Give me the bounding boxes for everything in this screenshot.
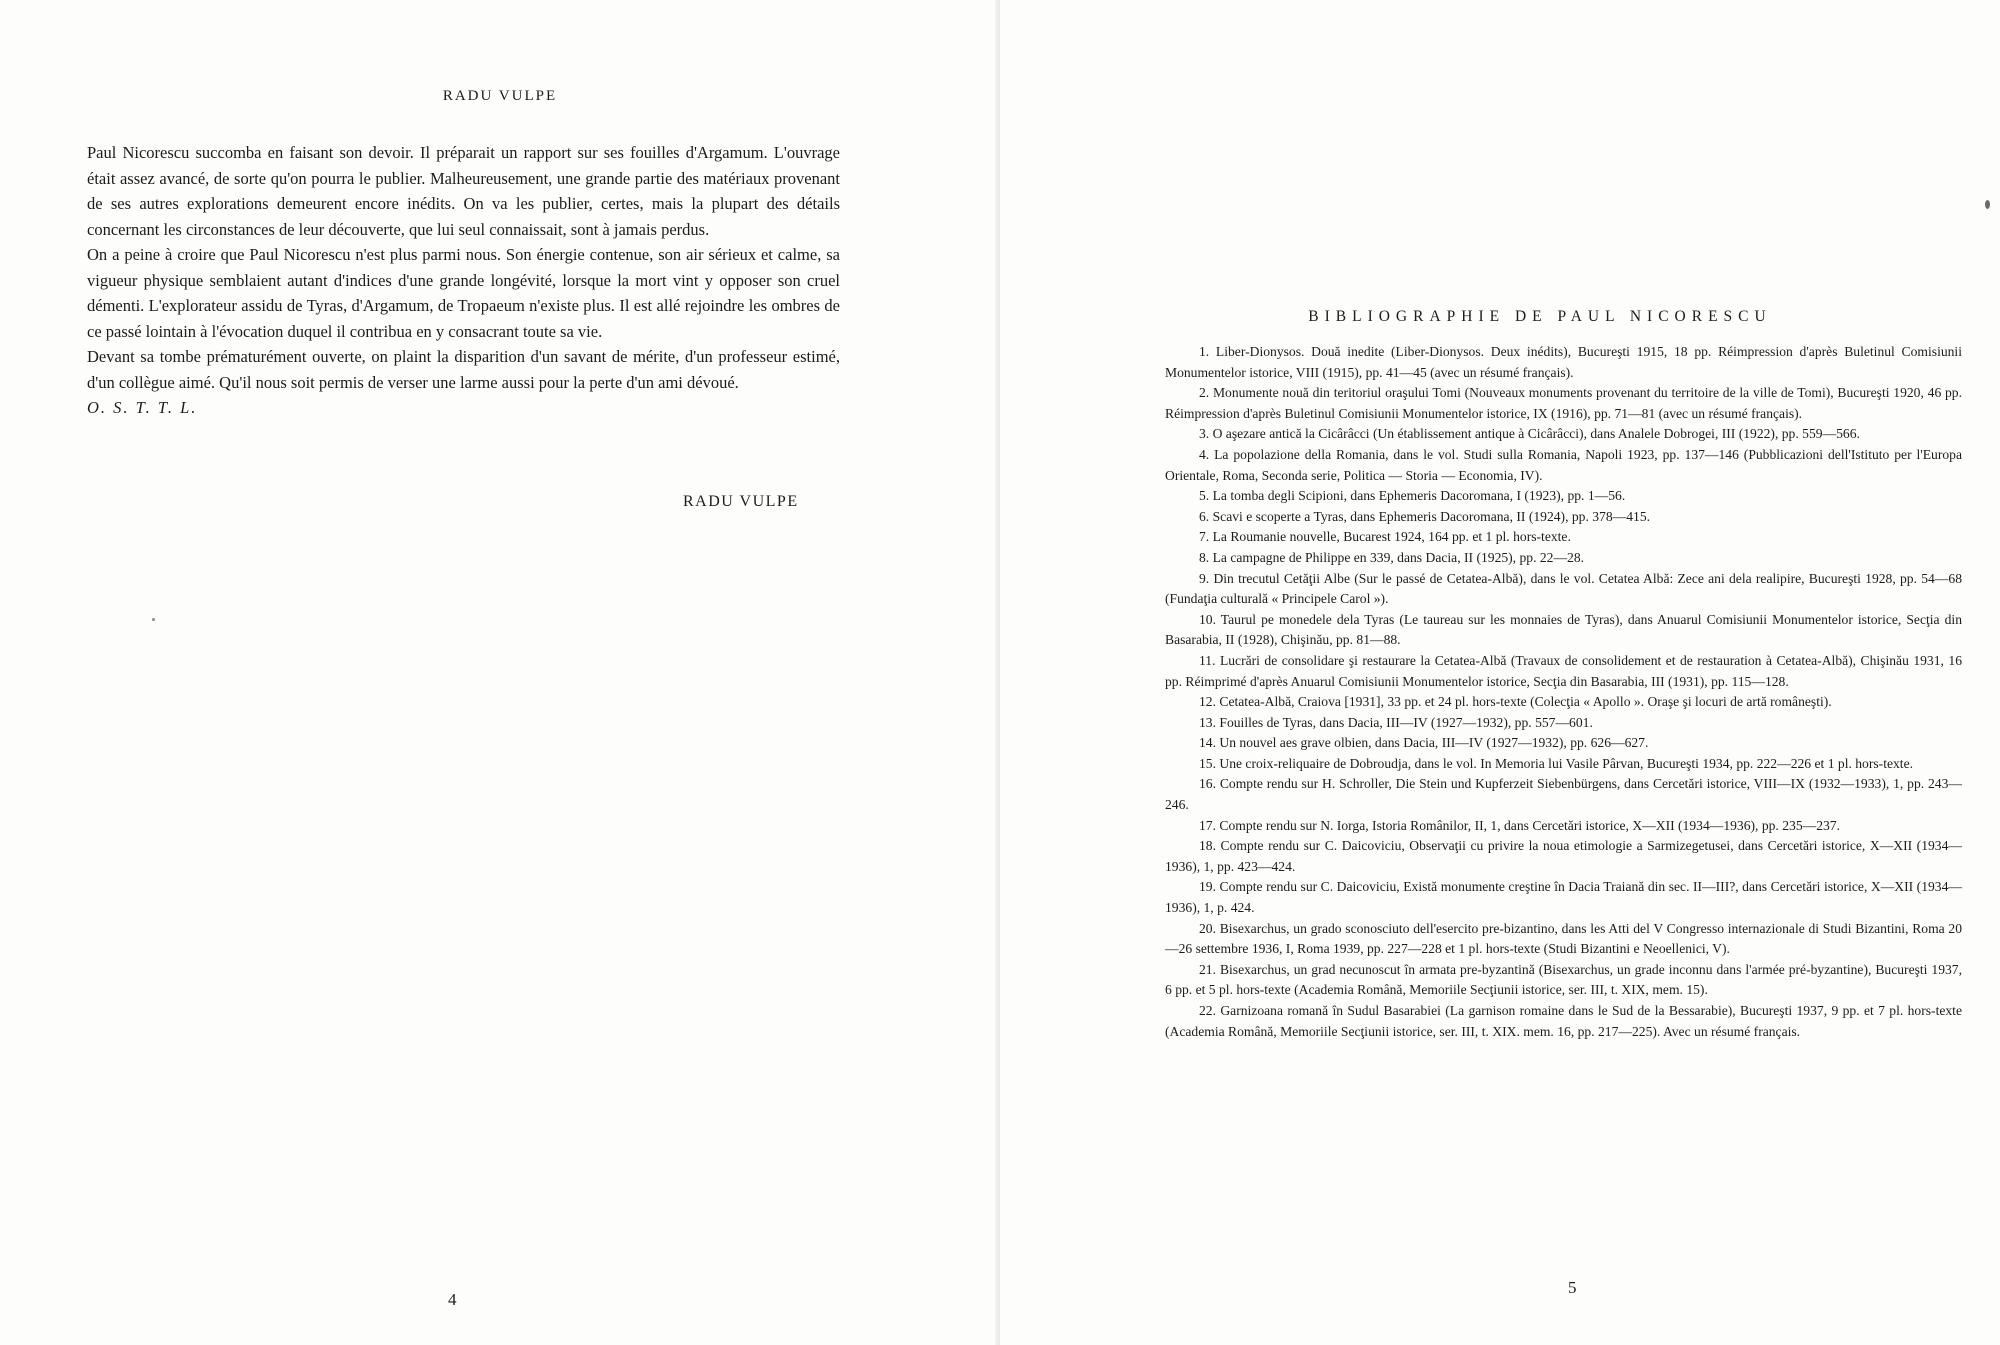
bibliography-entry: 5. La tomba degli Scipioni, dans Ephemeris Dacoromana, I (1923), pp. 1—56.	[1199, 488, 1626, 504]
bibliography-entry: 19. Compte rendu sur C. Daicoviciu, Există monumente creştine în Dacia Traiană din sec. II—III?, dans Cercetări istorice, X—XII (1934—1936), 1, p. 424.	[1165, 879, 1962, 916]
print-speck	[152, 618, 155, 621]
bibliography-entry: 3. O aşezare antică la Cicârâcci (Un établissement antique à Cicârâcci), dans Analele Dobrogei, III (1922), pp. 559—566.	[1199, 426, 1860, 442]
initials: O. S. T. T. L.	[87, 398, 198, 417]
running-head: RADU VULPE	[442, 88, 558, 104]
bibliography-entry: 12. Cetatea-Albă, Craiova [1931], 33 pp. et 24 pl. hors-texte (Colecţia « Apollo ». Oraşe şi locuri de artă româneşti).	[1199, 694, 1832, 710]
print-speck	[1985, 200, 1990, 209]
bibliography-entry: 8. La campagne de Philippe en 339, dans Dacia, II (1925), pp. 22—28.	[1199, 549, 1585, 565]
bibliography-entry: 2. Monumente nouă din teritoriul oraşului Tomi (Nouveaux monuments provenant du territoire de la ville de Tomi), Bucureşti 1920, 46 pp. Réimpression d'après Buletinul Comisiunii Monumentelor istorice, IX (1916), pp. 71—81 (avec un résumé français).	[1165, 385, 1962, 421]
bibliography-entry: 16. Compte rendu sur H. Schroller, Die Stein und Kupferzeit Siebenbürgens, dans Cercetări istorice, VIII—IX (1932—1933), 1, pp. 243—246.	[1165, 776, 1962, 813]
bibliography-entry: 4. La popolazione della Romania, dans le vol. Studi sulla Romania, Napoli 1923, pp. 137—146 (Pubblicazioni dell'Istituto per l'Europa Orientale, Roma, Seconda serie, Politica — Storia — Economia, IV).	[1165, 446, 1962, 483]
right-page	[1000, 0, 2000, 1345]
bibliography-entry: 17. Compte rendu sur N. Iorga, Istoria Românilor, II, 1, dans Cercetări istorice, X—XII (1934—1936), pp. 235—237.	[1199, 817, 1841, 833]
paragraph-3: Devant sa tombe prématurément ouverte, on plaint la disparition d'un savant de mérite, d'un professeur estimé, d'un collègue aimé. Qu'il nous soit permis de verser une larme aussi pour la perte d'un ami dévoué.	[87, 347, 840, 392]
bibliography-entry: 18. Compte rendu sur C. Daicoviciu, Observaţii cu privire la noua etimologie a Sarmizegetusei, dans Cercetări istorice, X—XII (1934—1936), 1, pp. 423—424.	[1165, 838, 1962, 874]
bibliography-entry: 21. Bisexarchus, un grad necunoscut în armata pre-byzantină (Bisexarchus, un grade inconnu dans l'armée pré-byzantine), Bucureşti 1937, 6 pp. et 5 pl. hors-texte (Academia Română, Memoriile Secţiunii istorice, ser. III, t. XIX, mem. 15).	[1165, 961, 1962, 998]
author-signature: RADU VULPE	[683, 493, 799, 510]
bibliography-entry: 15. Une croix-reliquaire de Dobroudja, dans le vol. In Memoria lui Vasile Pârvan, Bucureşti 1934, pp. 222—226 et 1 pl. hors-texte.	[1199, 755, 1914, 771]
bibliography-entry: 6. Scavi e scoperte a Tyras, dans Ephemeris Dacoromana, II (1924), pp. 378—415.	[1199, 508, 1651, 524]
bibliography-entry: 9. Din trecutul Cetăţii Albe (Sur le passé de Cetatea-Albă), dans le vol. Cetatea Albă: Zece ani dela realipire, Bucureşti 1928, pp. 54—68 (Fundaţia culturală « Principele Carol »).	[1165, 570, 1962, 607]
bibliography-entry: 11. Lucrări de consolidare şi restaurare la Cetatea-Albă (Travaux de consolidement et de restauration à Cetatea-Albă), Chişinău 1931, 16 pp. Réimprimé d'après Anuarul Comisiunii Monumentelor istorice, Secţia din Basarabia, III (1931), pp. 115—128.	[1165, 652, 1962, 689]
page-number: 5	[1568, 1278, 1577, 1297]
paragraph-2: On a peine à croire que Paul Nicorescu n'est plus parmi nous. Son énergie contenue, son air sérieux et calme, sa vigueur physique semblaient autant d'indices d'une grande longévité, lorsque la mort vint y opposer son cruel démenti. L'explorateur assidu de Tyras, d'Argamum, de Tropaeum n'existe plus. Il est allé rejoindre les ombres de ce passé lointain à l'évocation duquel il contribua en y consacrant toute sa vie.	[87, 245, 840, 341]
memorial-text	[87, 140, 840, 421]
bibliography-entry: 14. Un nouvel aes grave olbien, dans Dacia, III—IV (1927—1932), pp. 626—627.	[1199, 735, 1649, 751]
bibliography-entry: 7. La Roumanie nouvelle, Bucarest 1924, 164 pp. et 1 pl. hors-texte.	[1199, 529, 1571, 545]
bibliography-list	[1165, 342, 1962, 1042]
bibliography-entry: 1. Liber-Dionysos. Două inedite (Liber-Dionysos. Deux inédits), Bucureşti 1915, 18 pp. Réimpression d'après Buletinul Comisiunii Monumentelor istorice, VIII (1915), pp. 41—45 (avec un résumé français).	[1165, 344, 1962, 380]
bibliography-entry: 20. Bisexarchus, un grado sconosciuto dell'esercito pre-bizantino, dans les Atti del V Congresso internazionale di Studi Bizantini, Roma 20—26 settembre 1936, I, Roma 1939, pp. 227—228 et 1 pl. hors-texte (Studi Bizantini e Neoellenici, V).	[1165, 920, 1962, 957]
page-number: 4	[448, 1290, 457, 1309]
bibliography-title: BIBLIOGRAPHIE DE PAUL NICORESCU	[1308, 308, 1772, 325]
bibliography-entry: 10. Taurul pe monedele dela Tyras (Le taureau sur les monnaies de Tyras), dans Anuarul Comisiunii Monumentelor istorice, Secţia din Basarabia, II (1928), Chişinău, pp. 81—88.	[1165, 611, 1962, 648]
bibliography-entry: 22. Garnizoana romană în Sudul Basarabiei (La garnison romaine dans le Sud de la Bessarabie), Bucureşti 1937, 9 pp. et 7 pl. hors-texte (Academia Română, Memoriile Secţiunii istorice, ser. III, t. XIX. mem. 16, pp. 217—225). Avec un résumé français.	[1165, 1003, 1962, 1039]
paragraph-1: Paul Nicorescu succomba en faisant son devoir. Il préparait un rapport sur ses fouilles d'Argamum. L'ouvrage était assez avancé, de sorte qu'on pourra le publier. Malheureusement, une grande partie des matériaux provenant de ses autres explorations demeurent encore inédits. On va les publier, certes, mais la plupart des détails concernant les circonstances de leur découverte, que lui seul connaissait, sont à jamais perdus.	[87, 143, 840, 239]
bibliography-entry: 13. Fouilles de Tyras, dans Dacia, III—IV (1927—1932), pp. 557—601.	[1199, 714, 1593, 730]
